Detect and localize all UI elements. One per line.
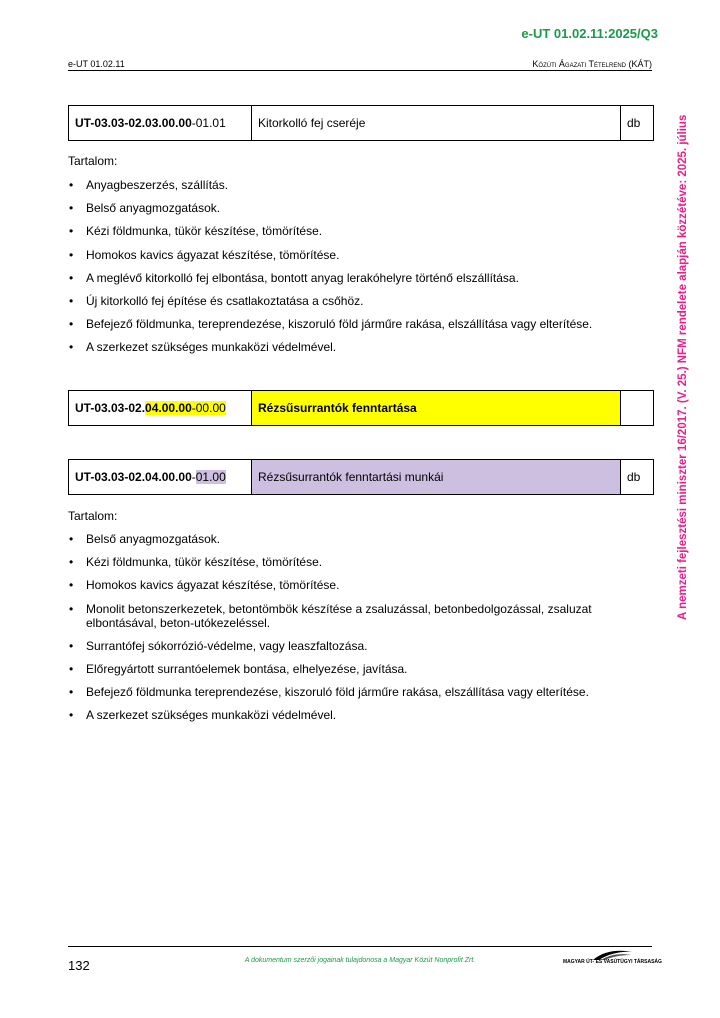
list-item: • Surrantófej sókorrózió-védelme, vagy leaszfaltozása. [68, 639, 658, 653]
item-code [69, 460, 252, 495]
item-table-rezsusurrantok-munkai [68, 459, 654, 495]
list-item: • Kézi földmunka, tükör készítése, tömörítése. [68, 224, 658, 238]
list-item: • Előregyártott surrantóelemek bontása, elhelyezése, javítása. [68, 662, 658, 676]
item-code [69, 391, 252, 426]
list-item: • Kézi földmunka, tükör készítése, tömörítése. [68, 555, 658, 569]
list-item: • Befejező földmunka, tereprendezése, kiszoruló föld járműre rakása, elszállítása vagy elterítése. [68, 317, 658, 331]
list-item: • A szerkezet szükséges munkaközi védelmével. [68, 340, 658, 354]
item-code-suffix: -01.01 [191, 116, 226, 130]
list-item: • A szerkezet szükséges munkaközi védelmével. [68, 708, 658, 722]
item-table-rezsusurrantok-group [68, 390, 654, 426]
logo-text: MAGYAR ÚT- ÉS VASÚTÜGYI TÁRSASÁG [563, 959, 662, 965]
list-item: • Homokos kavics ágyazat készítése, tömörítése. [68, 578, 658, 592]
list-item: • Új kitorkolló fej építése és csatlakoztatása a csőhöz. [68, 294, 658, 308]
list-item: • Befejező földmunka tereprendezése, kiszoruló föld járműre rakása, elszállítása vagy elterítése. [68, 685, 658, 699]
item-table-kitorkollo [68, 105, 654, 141]
content-label: Tartalom: [68, 154, 118, 168]
item-name: Rézsűsurrantók fenntartási munkái [252, 460, 621, 495]
item-unit: db [621, 106, 654, 141]
list-item: • Homokos kavics ágyazat készítése, tömörítése. [68, 248, 658, 262]
header-left: e-UT 01.02.11 [68, 59, 125, 69]
item-code [69, 106, 252, 141]
list-item: • Belső anyagmozgatások. [68, 201, 658, 215]
item-code-highlight: 04.00.00 [145, 401, 192, 415]
page-number: 132 [68, 958, 90, 973]
item-code-highlight: 01.00 [195, 470, 226, 484]
content-label: Tartalom: [68, 509, 118, 523]
side-note: A nemzeti fejlesztési miniszter 16/2017. (V. 25.) NFM rendelete alapján közzétéve: 2025. július [677, 114, 689, 620]
item-code-main: UT-03.03-02.04.00.00 [75, 470, 192, 484]
footer-rule [68, 946, 652, 947]
item-code-main: UT-03.03-02.03.00.00 [75, 116, 192, 130]
header-right: Közúti Ágazati Tételrend (KÁT) [532, 59, 652, 69]
list-item: • A meglévő kitorkolló fej elbontása, bontott anyag lerakóhelyre történő elszállítása. [68, 271, 658, 285]
doc-code: e-UT 01.02.11:2025/Q3 [521, 26, 658, 41]
content-list-kitorkollo [68, 178, 658, 364]
item-name: Rézsűsurrantók fenntartása [252, 391, 621, 426]
list-item: • Anyagbeszerzés, szállítás. [68, 178, 658, 192]
header-rule [68, 70, 652, 71]
content-list-rezsusurrantok [68, 532, 658, 732]
item-name: Kitorkolló fej cseréje [252, 106, 621, 141]
list-item: • Belső anyagmozgatások. [68, 532, 658, 546]
list-item: • Monolit betonszerkezetek, betontömbök készítése a zsaluzással, betonbedolgozással, zsaluzat elbontásával, beton-utókezeléssel. [68, 602, 658, 630]
item-code-suffix: -00.00 [191, 401, 226, 415]
item-unit: db [621, 460, 654, 495]
publisher-logo [563, 948, 662, 970]
item-unit [621, 391, 654, 426]
copyright-notice: A dokumentum szerzői jogainak tulajdonosa a Magyar Közút Nonprofit Zrt. [244, 957, 476, 964]
item-code-prefix: UT-03.03-02. [75, 401, 146, 415]
item-code-dash: - [191, 470, 196, 484]
